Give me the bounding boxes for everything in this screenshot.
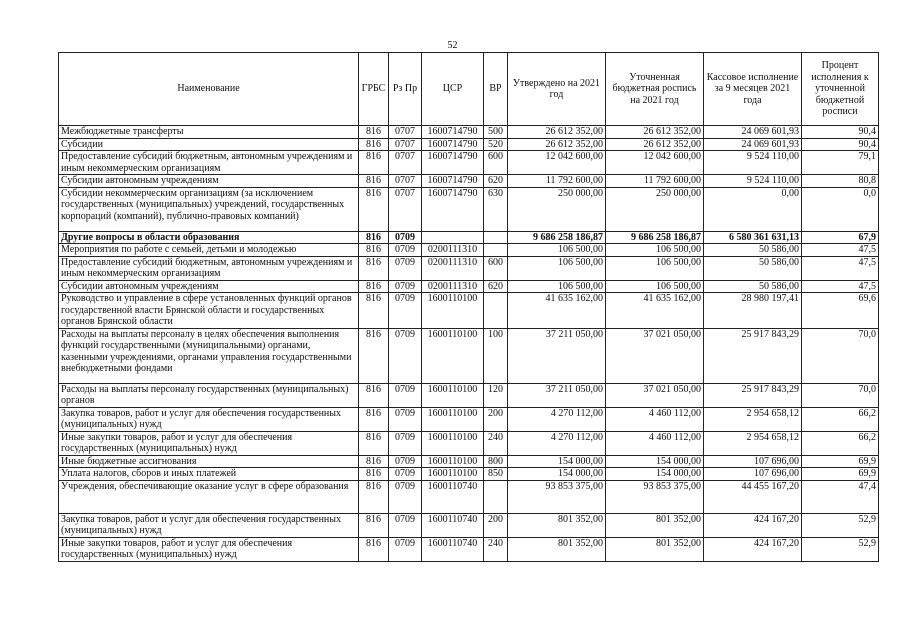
- cell-approved: 4 270 112,00: [508, 407, 606, 431]
- cell-name: Учреждения, обеспечивающие оказание услуг в сфере образования: [59, 480, 359, 513]
- cell-name: Иные бюджетные ассигнования: [59, 455, 359, 468]
- cell-csr: 1600714790: [422, 187, 484, 231]
- table-row: [59, 151, 879, 175]
- cell-rzpr: 0709: [389, 480, 422, 513]
- column-header-cash: Кассовое исполнение за 9 месяцев 2021 года: [704, 53, 802, 126]
- cell-refined: 154 000,00: [606, 455, 704, 468]
- cell-name: Субсидии автономным учреждениям: [59, 175, 359, 188]
- cell-cash: 50 586,00: [704, 244, 802, 257]
- cell-percent: 66,2: [802, 431, 879, 455]
- cell-refined: 12 042 600,00: [606, 151, 704, 175]
- cell-csr: 0200111310: [422, 244, 484, 257]
- cell-approved: 250 000,00: [508, 187, 606, 231]
- cell-approved: 801 352,00: [508, 513, 606, 537]
- cell-refined: 801 352,00: [606, 513, 704, 537]
- cell-percent: 47,5: [802, 280, 879, 293]
- cell-approved: 106 500,00: [508, 256, 606, 280]
- table-row: [59, 455, 879, 468]
- cell-cash: 9 524 110,00: [704, 151, 802, 175]
- cell-percent: 52,9: [802, 513, 879, 537]
- cell-rzpr: 0709: [389, 293, 422, 329]
- cell-vr: 240: [484, 431, 508, 455]
- column-header-percent: Процент исполнения к уточненной бюджетной росписи: [802, 53, 879, 126]
- cell-cash: 25 917 843,29: [704, 383, 802, 407]
- cell-grbs: 816: [359, 187, 389, 231]
- cell-csr: 1600714790: [422, 175, 484, 188]
- cell-grbs: 816: [359, 513, 389, 537]
- cell-percent: 52,9: [802, 537, 879, 561]
- cell-vr: 200: [484, 513, 508, 537]
- cell-cash: 0,00: [704, 187, 802, 231]
- cell-approved: 26 612 352,00: [508, 126, 606, 139]
- cell-percent: 69,9: [802, 455, 879, 468]
- column-header-rzpr: Рз Пр: [389, 53, 422, 126]
- cell-csr: 1600110740: [422, 537, 484, 561]
- cell-cash: 25 917 843,29: [704, 328, 802, 383]
- cell-csr: 1600110100: [422, 455, 484, 468]
- cell-vr: 120: [484, 383, 508, 407]
- cell-refined: 26 612 352,00: [606, 138, 704, 151]
- cell-approved: 26 612 352,00: [508, 138, 606, 151]
- cell-refined: 11 792 600,00: [606, 175, 704, 188]
- cell-rzpr: 0707: [389, 187, 422, 231]
- cell-name: Мероприятия по работе с семьей, детьми и молодежью: [59, 244, 359, 257]
- table-row: [59, 244, 879, 257]
- cell-vr: 630: [484, 187, 508, 231]
- cell-refined: 106 500,00: [606, 280, 704, 293]
- table-row: [59, 293, 879, 329]
- cell-cash: 9 524 110,00: [704, 175, 802, 188]
- cell-rzpr: 0709: [389, 231, 422, 244]
- cell-approved: 4 270 112,00: [508, 431, 606, 455]
- cell-cash: 2 954 658,12: [704, 407, 802, 431]
- cell-approved: 154 000,00: [508, 455, 606, 468]
- cell-percent: 47,5: [802, 256, 879, 280]
- cell-vr: [484, 244, 508, 257]
- cell-refined: 37 021 050,00: [606, 328, 704, 383]
- cell-name: Иные закупки товаров, работ и услуг для обеспечения государственных (муниципальных) нужд: [59, 537, 359, 561]
- cell-csr: 1600110100: [422, 468, 484, 481]
- cell-refined: 41 635 162,00: [606, 293, 704, 329]
- cell-csr: 0200111310: [422, 280, 484, 293]
- cell-csr: 1600110100: [422, 328, 484, 383]
- cell-grbs: 816: [359, 383, 389, 407]
- budget-table: [58, 52, 879, 562]
- cell-approved: 11 792 600,00: [508, 175, 606, 188]
- cell-grbs: 816: [359, 468, 389, 481]
- cell-cash: 2 954 658,12: [704, 431, 802, 455]
- cell-vr: 240: [484, 537, 508, 561]
- column-header-refined: Уточненная бюджетная роспись на 2021 год: [606, 53, 704, 126]
- cell-percent: 69,9: [802, 468, 879, 481]
- cell-cash: 424 167,20: [704, 537, 802, 561]
- cell-percent: 80,8: [802, 175, 879, 188]
- cell-cash: 107 696,00: [704, 455, 802, 468]
- cell-cash: 424 167,20: [704, 513, 802, 537]
- cell-vr: 500: [484, 126, 508, 139]
- cell-approved: 154 000,00: [508, 468, 606, 481]
- cell-grbs: 816: [359, 175, 389, 188]
- cell-grbs: 816: [359, 280, 389, 293]
- cell-percent: 79,1: [802, 151, 879, 175]
- cell-refined: 26 612 352,00: [606, 126, 704, 139]
- cell-grbs: 816: [359, 455, 389, 468]
- cell-percent: 0,0: [802, 187, 879, 231]
- cell-rzpr: 0707: [389, 138, 422, 151]
- cell-rzpr: 0709: [389, 513, 422, 537]
- cell-rzpr: 0709: [389, 328, 422, 383]
- cell-rzpr: 0709: [389, 431, 422, 455]
- table-row: [59, 138, 879, 151]
- cell-cash: 24 069 601,93: [704, 138, 802, 151]
- cell-csr: 1600110740: [422, 513, 484, 537]
- cell-percent: 70,0: [802, 383, 879, 407]
- cell-percent: 69,6: [802, 293, 879, 329]
- cell-csr: 1600110100: [422, 407, 484, 431]
- table-row: [59, 407, 879, 431]
- cell-approved: 41 635 162,00: [508, 293, 606, 329]
- cell-vr: 100: [484, 328, 508, 383]
- table-row: [59, 431, 879, 455]
- column-header-grbs: ГРБС: [359, 53, 389, 126]
- cell-approved: 9 686 258 186,87: [508, 231, 606, 244]
- table-row: [59, 280, 879, 293]
- cell-percent: 67,9: [802, 231, 879, 244]
- cell-name: Закупка товаров, работ и услуг для обеспечения государственных (муниципальных) нужд: [59, 513, 359, 537]
- table-row: [59, 537, 879, 561]
- cell-rzpr: 0709: [389, 244, 422, 257]
- cell-vr: 200: [484, 407, 508, 431]
- cell-approved: 93 853 375,00: [508, 480, 606, 513]
- cell-percent: 47,4: [802, 480, 879, 513]
- cell-refined: 154 000,00: [606, 468, 704, 481]
- cell-name: Субсидии некоммерческим организациям (за исключением государственных (муниципальных) учреждений, государственных корпораций (компаний), публично-правовых компаний): [59, 187, 359, 231]
- cell-grbs: 816: [359, 126, 389, 139]
- cell-refined: 801 352,00: [606, 537, 704, 561]
- table-row: [59, 256, 879, 280]
- table-row: [59, 126, 879, 139]
- cell-csr: 1600714790: [422, 151, 484, 175]
- cell-percent: 70,0: [802, 328, 879, 383]
- table-row: [59, 513, 879, 537]
- table-row: [59, 187, 879, 231]
- cell-name: Руководство и управление в сфере установленных функций органов государственной власти Брянской области и государственных органов Брянской области: [59, 293, 359, 329]
- cell-approved: 37 211 050,00: [508, 328, 606, 383]
- cell-csr: 1600110100: [422, 293, 484, 329]
- column-header-csr: ЦСР: [422, 53, 484, 126]
- cell-approved: 106 500,00: [508, 280, 606, 293]
- cell-cash: 50 586,00: [704, 280, 802, 293]
- cell-grbs: 816: [359, 231, 389, 244]
- cell-approved: 801 352,00: [508, 537, 606, 561]
- cell-name: Иные закупки товаров, работ и услуг для обеспечения государственных (муниципальных) нужд: [59, 431, 359, 455]
- cell-vr: 520: [484, 138, 508, 151]
- cell-cash: 24 069 601,93: [704, 126, 802, 139]
- cell-name: Другие вопросы в области образования: [59, 231, 359, 244]
- cell-name: Предоставление субсидий бюджетным, автономным учреждениям и иным некоммерческим организациям: [59, 256, 359, 280]
- column-header-approved: Утверждено на 2021 год: [508, 53, 606, 126]
- cell-name: Субсидии автономным учреждениям: [59, 280, 359, 293]
- cell-grbs: 816: [359, 293, 389, 329]
- cell-cash: 107 696,00: [704, 468, 802, 481]
- cell-csr: 1600110740: [422, 480, 484, 513]
- cell-grbs: 816: [359, 480, 389, 513]
- table-row: [59, 480, 879, 513]
- cell-cash: 28 980 197,41: [704, 293, 802, 329]
- cell-approved: 12 042 600,00: [508, 151, 606, 175]
- cell-approved: 37 211 050,00: [508, 383, 606, 407]
- cell-approved: 106 500,00: [508, 244, 606, 257]
- cell-name: Предоставление субсидий бюджетным, автономным учреждениям и иным некоммерческим организациям: [59, 151, 359, 175]
- cell-rzpr: 0707: [389, 126, 422, 139]
- cell-percent: 66,2: [802, 407, 879, 431]
- cell-vr: 600: [484, 151, 508, 175]
- cell-grbs: 816: [359, 537, 389, 561]
- cell-percent: 47,5: [802, 244, 879, 257]
- cell-csr: 1600110100: [422, 431, 484, 455]
- cell-rzpr: 0707: [389, 151, 422, 175]
- page-number: 52: [447, 40, 458, 51]
- cell-name: Межбюджетные трансферты: [59, 126, 359, 139]
- table-row: [59, 383, 879, 407]
- cell-percent: 90,4: [802, 138, 879, 151]
- cell-vr: 850: [484, 468, 508, 481]
- cell-grbs: 816: [359, 256, 389, 280]
- cell-refined: 37 021 050,00: [606, 383, 704, 407]
- cell-grbs: 816: [359, 151, 389, 175]
- cell-cash: 50 586,00: [704, 256, 802, 280]
- cell-refined: 250 000,00: [606, 187, 704, 231]
- cell-rzpr: 0709: [389, 468, 422, 481]
- cell-vr: 800: [484, 455, 508, 468]
- table-row: [59, 468, 879, 481]
- cell-rzpr: 0707: [389, 175, 422, 188]
- cell-refined: 4 460 112,00: [606, 407, 704, 431]
- cell-rzpr: 0709: [389, 256, 422, 280]
- cell-grbs: 816: [359, 138, 389, 151]
- cell-name: Закупка товаров, работ и услуг для обеспечения государственных (муниципальных) нужд: [59, 407, 359, 431]
- cell-vr: 600: [484, 256, 508, 280]
- cell-csr: 1600110100: [422, 383, 484, 407]
- cell-rzpr: 0709: [389, 455, 422, 468]
- cell-refined: 106 500,00: [606, 244, 704, 257]
- cell-grbs: 816: [359, 431, 389, 455]
- cell-vr: [484, 231, 508, 244]
- column-header-vr: ВР: [484, 53, 508, 126]
- cell-vr: 620: [484, 280, 508, 293]
- table-row: [59, 175, 879, 188]
- table-row: [59, 328, 879, 383]
- cell-cash: 44 455 167,20: [704, 480, 802, 513]
- cell-vr: [484, 293, 508, 329]
- cell-grbs: 816: [359, 328, 389, 383]
- cell-vr: [484, 480, 508, 513]
- cell-csr: [422, 231, 484, 244]
- cell-name: Расходы на выплаты персоналу в целях обеспечения выполнения функций государственными (муниципальными) органами, казенными учреждениями, органами управления государственными внебюджетными фондами: [59, 328, 359, 383]
- cell-rzpr: 0709: [389, 383, 422, 407]
- cell-grbs: 816: [359, 407, 389, 431]
- cell-refined: 106 500,00: [606, 256, 704, 280]
- cell-refined: 4 460 112,00: [606, 431, 704, 455]
- cell-rzpr: 0709: [389, 537, 422, 561]
- cell-percent: 90,4: [802, 126, 879, 139]
- cell-name: Уплата налогов, сборов и иных платежей: [59, 468, 359, 481]
- cell-refined: 9 686 258 186,87: [606, 231, 704, 244]
- table-body: [59, 126, 879, 562]
- cell-rzpr: 0709: [389, 280, 422, 293]
- table-row: [59, 231, 879, 244]
- table-header-row: [59, 53, 879, 126]
- cell-grbs: 816: [359, 244, 389, 257]
- cell-csr: 1600714790: [422, 126, 484, 139]
- cell-vr: 620: [484, 175, 508, 188]
- cell-name: Расходы на выплаты персоналу государственных (муниципальных) органов: [59, 383, 359, 407]
- cell-name: Субсидии: [59, 138, 359, 151]
- cell-rzpr: 0709: [389, 407, 422, 431]
- cell-refined: 93 853 375,00: [606, 480, 704, 513]
- cell-cash: 6 580 361 631,13: [704, 231, 802, 244]
- cell-csr: 0200111310: [422, 256, 484, 280]
- column-header-name: Наименование: [59, 53, 359, 126]
- cell-csr: 1600714790: [422, 138, 484, 151]
